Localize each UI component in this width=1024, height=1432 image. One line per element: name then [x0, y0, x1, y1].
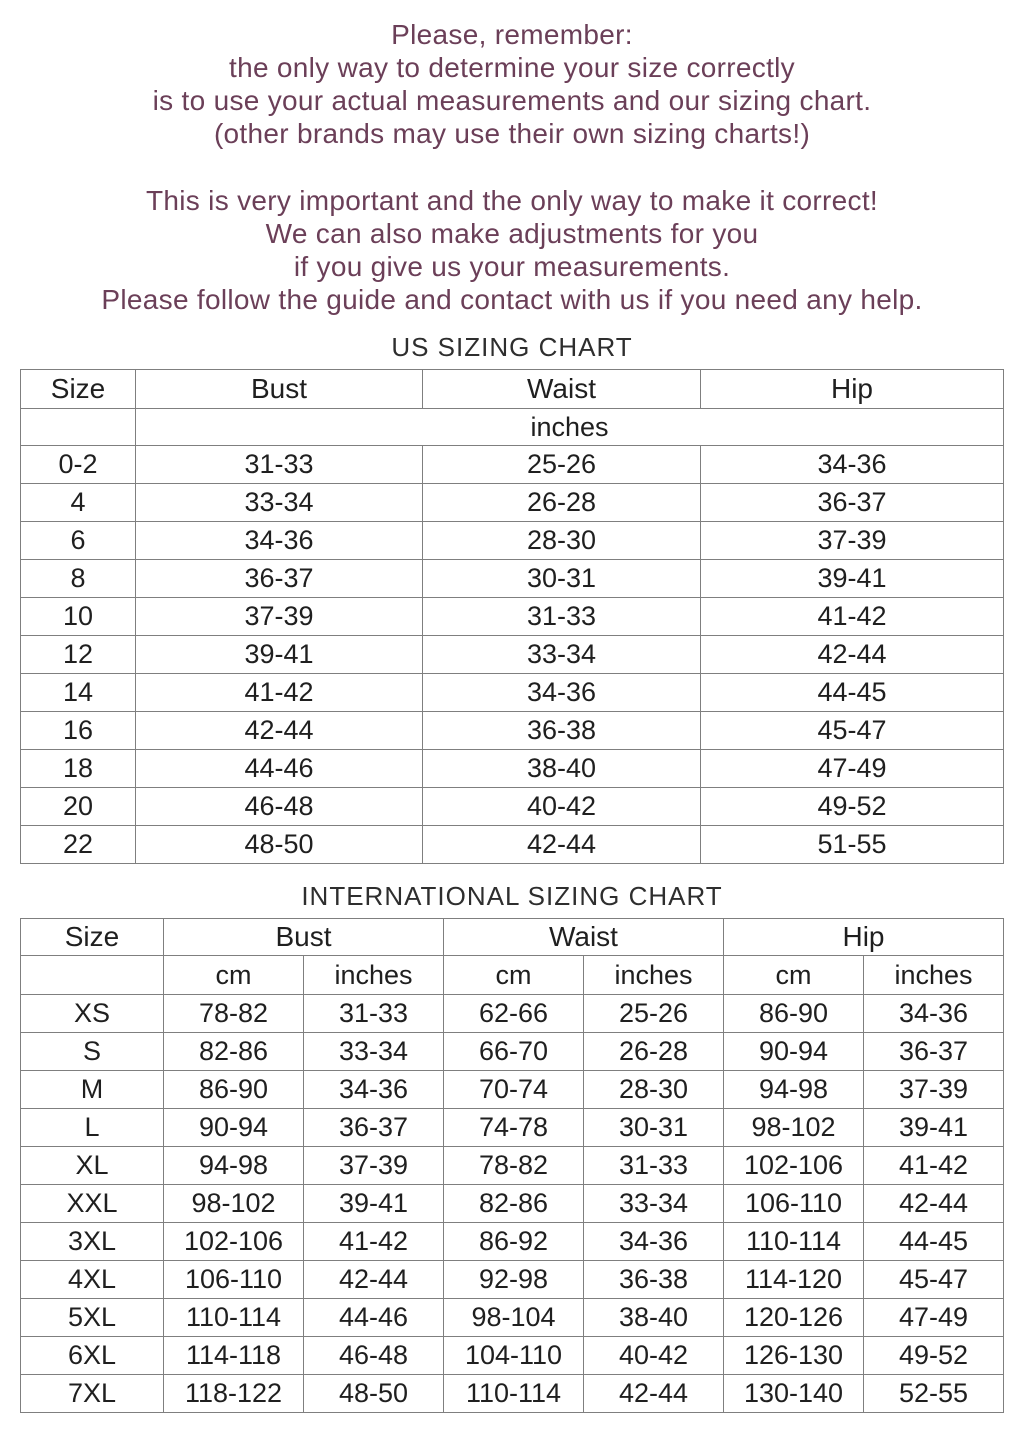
table-row	[20, 1337, 1003, 1375]
table-cell: 41-42	[863, 1147, 1003, 1185]
table-cell: 4XL	[20, 1261, 163, 1299]
table-cell: 31-33	[136, 446, 423, 484]
table-cell: 34-36	[423, 674, 701, 712]
table-row	[20, 1261, 1003, 1299]
table-cell: 33-34	[303, 1033, 443, 1071]
table-cell: 42-44	[583, 1375, 723, 1413]
table-row	[21, 522, 1004, 560]
table-cell: 98-102	[163, 1185, 303, 1223]
table-cell: 36-38	[583, 1261, 723, 1299]
intl-header-row	[20, 919, 1003, 956]
table-cell: 36-37	[701, 484, 1004, 522]
table-cell: 3XL	[20, 1223, 163, 1261]
table-row	[21, 750, 1004, 788]
table-cell: 82-86	[163, 1033, 303, 1071]
table-cell: 41-42	[136, 674, 423, 712]
table-cell: 10	[21, 598, 136, 636]
table-cell: 98-104	[443, 1299, 583, 1337]
us-col-header-bust: Bust	[136, 370, 423, 409]
intl-col-header-waist: Waist	[443, 919, 723, 956]
table-cell: 37-39	[701, 522, 1004, 560]
table-cell: 0-2	[21, 446, 136, 484]
table-cell: 12	[21, 636, 136, 674]
table-cell: 16	[21, 712, 136, 750]
intro-line: This is very important and the only way to make it correct!	[146, 185, 878, 216]
table-cell: 37-39	[136, 598, 423, 636]
intro-line: if you give us your measurements.	[293, 251, 731, 282]
us-unit-row	[21, 409, 1004, 446]
table-cell: 39-41	[136, 636, 423, 674]
table-cell: 51-55	[701, 826, 1004, 864]
table-cell: 98-102	[723, 1109, 863, 1147]
table-row	[20, 1109, 1003, 1147]
table-cell: XXL	[20, 1185, 163, 1223]
us-col-header-size: Size	[21, 370, 136, 409]
table-cell: 126-130	[723, 1337, 863, 1375]
table-row	[20, 1147, 1003, 1185]
table-cell: 41-42	[701, 598, 1004, 636]
table-cell: 44-45	[701, 674, 1004, 712]
table-cell: 37-39	[303, 1147, 443, 1185]
table-row	[21, 598, 1004, 636]
table-cell: 28-30	[423, 522, 701, 560]
table-cell: 6XL	[20, 1337, 163, 1375]
table-cell: 70-74	[443, 1071, 583, 1109]
table-cell: 39-41	[701, 560, 1004, 598]
table-row	[21, 826, 1004, 864]
intro-line: the only way to determine your size correctly	[229, 52, 795, 83]
table-cell: 44-46	[136, 750, 423, 788]
table-cell: 47-49	[701, 750, 1004, 788]
table-cell: M	[20, 1071, 163, 1109]
us-col-header-hip: Hip	[701, 370, 1004, 409]
intl-unit-label-waist-inches: inches	[583, 956, 723, 995]
table-row	[20, 1299, 1003, 1337]
table-cell: 33-34	[423, 636, 701, 674]
table-cell: 36-38	[423, 712, 701, 750]
table-cell: XL	[20, 1147, 163, 1185]
table-row	[20, 1375, 1003, 1413]
table-cell: 106-110	[723, 1185, 863, 1223]
table-cell: 45-47	[863, 1261, 1003, 1299]
table-row	[20, 1223, 1003, 1261]
table-cell: 42-44	[423, 826, 701, 864]
table-cell: 38-40	[423, 750, 701, 788]
table-cell: 49-52	[863, 1337, 1003, 1375]
table-cell: 18	[21, 750, 136, 788]
table-cell: 33-34	[136, 484, 423, 522]
table-cell: 28-30	[583, 1071, 723, 1109]
table-cell: 45-47	[701, 712, 1004, 750]
table-cell: 120-126	[723, 1299, 863, 1337]
table-cell: 25-26	[423, 446, 701, 484]
table-row	[21, 446, 1004, 484]
table-cell: 86-90	[723, 995, 863, 1033]
paragraph-spacer	[0, 150, 1024, 184]
table-cell: 86-90	[163, 1071, 303, 1109]
table-cell: L	[20, 1109, 163, 1147]
intl-unit-row	[20, 956, 1003, 995]
us-table-body	[21, 446, 1004, 864]
table-cell: 34-36	[583, 1223, 723, 1261]
table-cell: 7XL	[20, 1375, 163, 1413]
table-cell: 110-114	[723, 1223, 863, 1261]
table-cell: XS	[20, 995, 163, 1033]
table-cell: 46-48	[136, 788, 423, 826]
table-cell: 86-92	[443, 1223, 583, 1261]
table-cell: 4	[21, 484, 136, 522]
table-row	[21, 484, 1004, 522]
intro-paragraph-1	[0, 18, 1024, 150]
table-cell: 102-106	[163, 1223, 303, 1261]
table-cell: 106-110	[163, 1261, 303, 1299]
intro-line: We can also make adjustments for you	[265, 218, 759, 249]
table-row	[20, 1185, 1003, 1223]
table-row	[21, 788, 1004, 826]
table-cell: 30-31	[423, 560, 701, 598]
intl-sizing-table	[20, 918, 1004, 1413]
table-cell: 78-82	[443, 1147, 583, 1185]
table-row	[20, 1071, 1003, 1109]
table-cell: 41-42	[303, 1223, 443, 1261]
table-cell: S	[20, 1033, 163, 1071]
table-cell: 42-44	[136, 712, 423, 750]
table-cell: 110-114	[443, 1375, 583, 1413]
intl-table-body	[20, 995, 1003, 1413]
table-cell: 26-28	[583, 1033, 723, 1071]
table-cell: 44-46	[303, 1299, 443, 1337]
table-cell: 36-37	[863, 1033, 1003, 1071]
table-cell: 118-122	[163, 1375, 303, 1413]
table-cell: 130-140	[723, 1375, 863, 1413]
us-unit-label: inches	[136, 409, 1004, 446]
table-cell: 20	[21, 788, 136, 826]
table-cell: 34-36	[303, 1071, 443, 1109]
us-sizing-table	[20, 369, 1004, 864]
table-cell: 78-82	[163, 995, 303, 1033]
table-cell: 44-45	[863, 1223, 1003, 1261]
table-row	[21, 712, 1004, 750]
table-cell: 31-33	[423, 598, 701, 636]
us-col-header-waist: Waist	[423, 370, 701, 409]
table-cell: 48-50	[136, 826, 423, 864]
intro-paragraph-2	[0, 184, 1024, 316]
table-cell: 46-48	[303, 1337, 443, 1375]
table-cell: 34-36	[701, 446, 1004, 484]
table-cell: 37-39	[863, 1071, 1003, 1109]
us-header-row	[21, 370, 1004, 409]
table-cell: 52-55	[863, 1375, 1003, 1413]
table-cell: 114-120	[723, 1261, 863, 1299]
empty-cell	[21, 409, 136, 446]
table-cell: 104-110	[443, 1337, 583, 1375]
table-cell: 47-49	[863, 1299, 1003, 1337]
table-cell: 62-66	[443, 995, 583, 1033]
table-cell: 74-78	[443, 1109, 583, 1147]
table-cell: 14	[21, 674, 136, 712]
table-cell: 94-98	[723, 1071, 863, 1109]
table-cell: 31-33	[583, 1147, 723, 1185]
table-cell: 5XL	[20, 1299, 163, 1337]
table-row	[20, 1033, 1003, 1071]
table-cell: 42-44	[701, 636, 1004, 674]
us-chart-title: US SIZING CHART	[391, 332, 633, 362]
intl-unit-label-bust-cm: cm	[163, 956, 303, 995]
intro-line: Please follow the guide and contact with us if you need any help.	[101, 284, 923, 315]
empty-cell	[20, 956, 163, 995]
intl-chart-title: INTERNATIONAL SIZING CHART	[301, 881, 723, 911]
table-cell: 90-94	[723, 1033, 863, 1071]
table-cell: 40-42	[583, 1337, 723, 1375]
table-cell: 39-41	[863, 1109, 1003, 1147]
intro-line: (other brands may use their own sizing charts!)	[213, 118, 811, 149]
table-cell: 40-42	[423, 788, 701, 826]
intl-unit-label-hip-inches: inches	[863, 956, 1003, 995]
table-cell: 48-50	[303, 1375, 443, 1413]
table-cell: 6	[21, 522, 136, 560]
table-cell: 92-98	[443, 1261, 583, 1299]
table-cell: 34-36	[863, 995, 1003, 1033]
intl-unit-label-waist-cm: cm	[443, 956, 583, 995]
table-cell: 114-118	[163, 1337, 303, 1375]
intl-unit-label-hip-cm: cm	[723, 956, 863, 995]
table-cell: 33-34	[583, 1185, 723, 1223]
table-cell: 36-37	[136, 560, 423, 598]
table-cell: 49-52	[701, 788, 1004, 826]
table-cell: 94-98	[163, 1147, 303, 1185]
table-cell: 8	[21, 560, 136, 598]
table-cell: 90-94	[163, 1109, 303, 1147]
table-cell: 42-44	[863, 1185, 1003, 1223]
table-cell: 38-40	[583, 1299, 723, 1337]
table-cell: 22	[21, 826, 136, 864]
table-cell: 25-26	[583, 995, 723, 1033]
table-cell: 82-86	[443, 1185, 583, 1223]
table-cell: 30-31	[583, 1109, 723, 1147]
intl-unit-label-bust-inches: inches	[303, 956, 443, 995]
intro-line: Please, remember:	[391, 19, 633, 50]
table-row	[21, 674, 1004, 712]
intl-col-header-hip: Hip	[723, 919, 1003, 956]
table-cell: 66-70	[443, 1033, 583, 1071]
table-cell: 39-41	[303, 1185, 443, 1223]
table-cell: 102-106	[723, 1147, 863, 1185]
table-row	[21, 636, 1004, 674]
intro-line: is to use your actual measurements and our sizing chart.	[152, 85, 872, 116]
table-cell: 42-44	[303, 1261, 443, 1299]
table-cell: 31-33	[303, 995, 443, 1033]
table-cell: 34-36	[136, 522, 423, 560]
intro-note	[0, 0, 1024, 316]
table-cell: 110-114	[163, 1299, 303, 1337]
intl-col-header-size: Size	[20, 919, 163, 956]
table-row	[20, 995, 1003, 1033]
table-cell: 36-37	[303, 1109, 443, 1147]
table-row	[21, 560, 1004, 598]
table-cell: 26-28	[423, 484, 701, 522]
intl-col-header-bust: Bust	[163, 919, 443, 956]
